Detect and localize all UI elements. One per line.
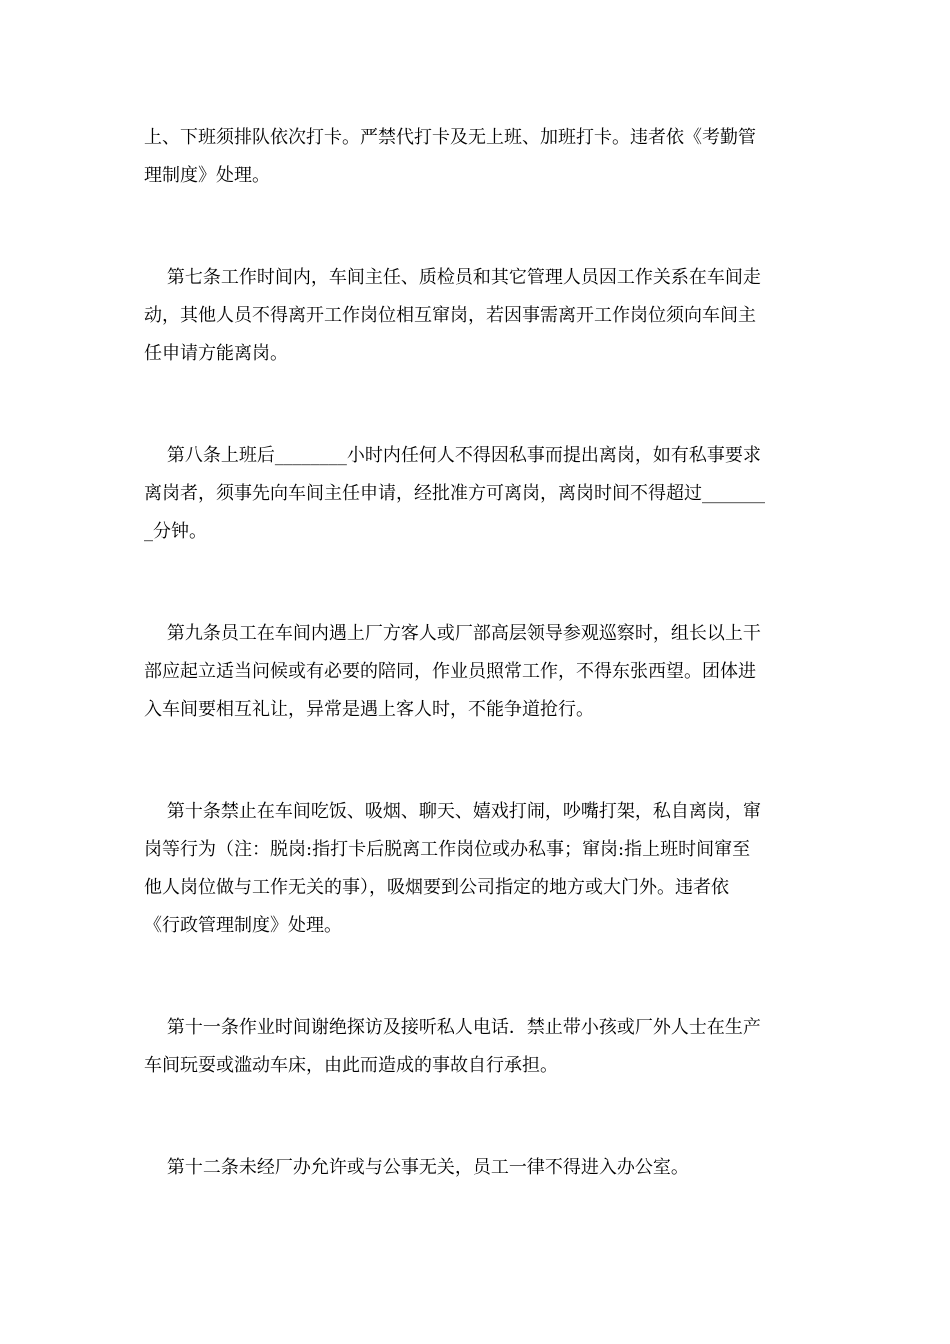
article-11-line-2: 车间玩耍或滥动车床，由此而造成的事故自行承担。: [144, 1055, 558, 1076]
article-7-line-1: 第七条工作时间内，车间主任、质检员和其它管理人员因工作关系在车间走: [144, 267, 761, 288]
article-12-line-1: 第十二条未经厂办允许或与公事无关，员工一律不得进入办公室。: [144, 1157, 689, 1178]
article-8-line-1: 第八条上班后________小时内任何人不得因私事而提出离岗，如有私事要求: [144, 445, 761, 466]
article-9-line-3: 入车间要相互礼让，异常是遇上客人时，不能争道抢行。: [144, 699, 594, 720]
article-10-line-3: 他人岗位做与工作无关的事），吸烟要到公司指定的地方或大门外。违者依: [144, 877, 729, 898]
paragraph-intro-line-1: 上、下班须排队依次打卡。严禁代打卡及无上班、加班打卡。违者依《考勤管: [144, 127, 756, 148]
article-10-line-2: 岗等行为（注：脱岗:指打卡后脱离工作岗位或办私事；窜岗:指上班时间窜至: [144, 839, 751, 860]
paragraph-intro-line-2: 理制度》处理。: [144, 165, 270, 186]
article-9-line-1: 第九条员工在车间内遇上厂方客人或厂部高层领导参观巡察时，组长以上干: [144, 623, 761, 644]
article-7-line-2: 动，其他人员不得离开工作岗位相互窜岗，若因事需离开工作岗位须向车间主: [144, 305, 756, 326]
article-8-line-2: 离岗者，须事先向车间主任申请，经批准方可离岗，离岗时间不得超过_______: [144, 483, 765, 504]
article-8-line-3: _分钟。: [144, 521, 207, 542]
article-10-line-4: 《行政管理制度》处理。: [144, 915, 342, 936]
article-10-line-1: 第十条禁止在车间吃饭、吸烟、聊天、嬉戏打闹，吵嘴打架，私自离岗，窜: [144, 801, 761, 822]
article-9-line-2: 部应起立适当问候或有必要的陪同，作业员照常工作，不得东张西望。团体进: [144, 661, 756, 682]
article-11-line-1: 第十一条作业时间谢绝探访及接听私人电话．禁止带小孩或厂外人士在生产: [144, 1017, 761, 1038]
article-7-line-3: 任申请方能离岗。: [144, 343, 288, 364]
